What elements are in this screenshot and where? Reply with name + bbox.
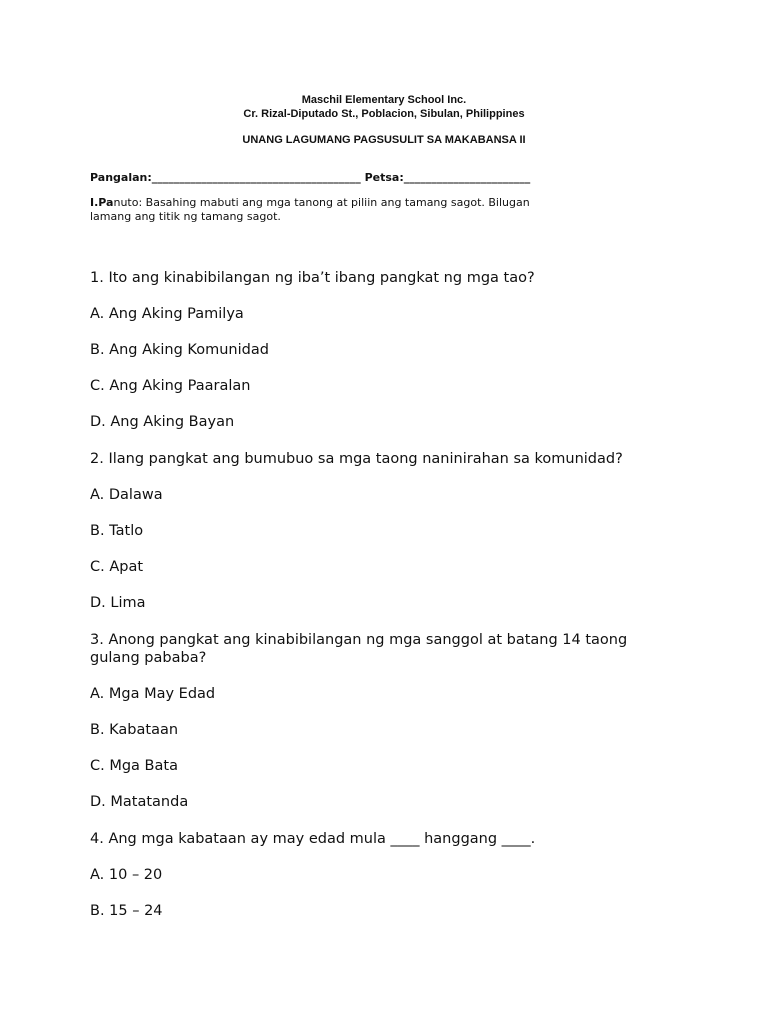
exam-title: UNANG LAGUMANG PAGSUSULIT SA MAKABANSA II [242,134,526,146]
choice-4b: B. 15 – 24 [90,903,163,919]
choice-2d: D. Lima [90,595,146,611]
choice-3d: D. Matatanda [90,794,189,810]
instructions-line-1 [90,196,530,210]
choice-2a: A. Dalawa [90,487,163,503]
name-date-row [90,171,530,185]
choice-1a: A. Ang Aking Pamilya [90,306,244,322]
choice-1c: C. Ang Aking Paaralan [90,378,251,394]
choice-2c: C. Apat [90,559,144,575]
instructions-prefix: I.Pa [90,196,114,209]
school-name: Maschil Elementary School Inc. [301,94,467,106]
instructions-text-1: nuto: Basahing mabuti ang mga tanong at piliin ang tamang sagot. Bilugan [113,196,530,209]
date-label: Petsa: [364,171,404,184]
date-blank: _______________________ [403,171,531,184]
choice-3b: B. Kabataan [90,722,179,738]
choice-1d: D. Ang Aking Bayan [90,414,235,430]
choice-2b: B. Tatlo [90,523,144,539]
question-1: 1. Ito ang kinabibilangan ng iba’t ibang pangkat ng mga tao? [90,270,535,286]
question-3-line-1: 3. Anong pangkat ang kinabibilangan ng mga sanggol at batang 14 taong [90,632,628,648]
question-3-line-2: gulang pababa? [90,650,207,666]
school-address: Cr. Rizal-Diputado St., Poblacion, Sibulan, Philippines [243,108,525,120]
question-4: 4. Ang mga kabataan ay may edad mula ____ hanggang ____. [90,831,536,847]
instructions-line-2: lamang ang titik ng tamang sagot. [90,210,281,223]
name-label: Pangalan: [90,171,152,184]
choice-3a: A. Mga May Edad [90,686,216,702]
question-2: 2. Ilang pangkat ang bumubuo sa mga taong naninirahan sa komunidad? [90,451,623,467]
choice-1b: B. Ang Aking Komunidad [90,342,269,358]
choice-3c: C. Mga Bata [90,758,178,774]
choice-4a: A. 10 – 20 [90,867,163,883]
name-blank: ______________________________________ [151,171,361,184]
